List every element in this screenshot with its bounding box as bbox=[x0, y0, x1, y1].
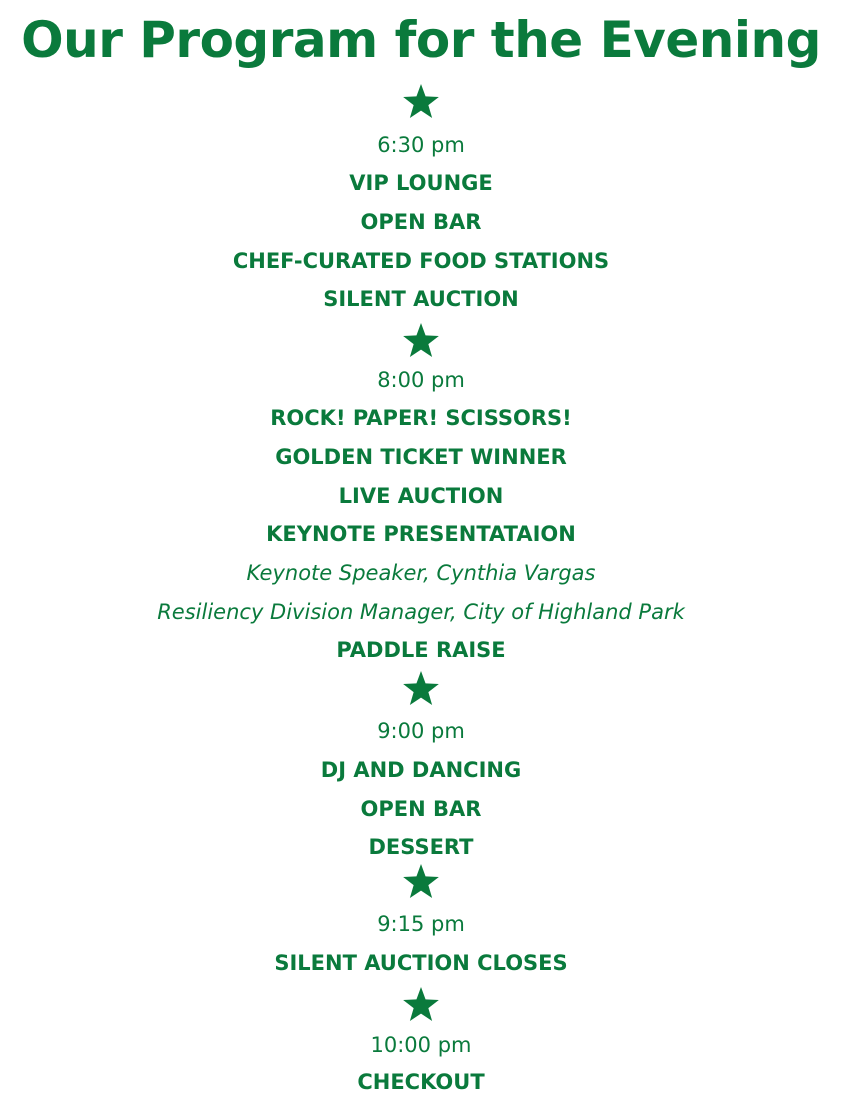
time-label: 8:00 pm bbox=[377, 368, 465, 392]
star-icon bbox=[0, 323, 842, 359]
program-item: GOLDEN TICKET WINNER bbox=[275, 445, 567, 469]
program-item: SILENT AUCTION CLOSES bbox=[274, 951, 568, 975]
star-icon bbox=[0, 84, 842, 120]
time-label: 9:00 pm bbox=[377, 719, 465, 743]
program-item: VIP LOUNGE bbox=[349, 171, 493, 195]
page-title: Our Program for the Evening bbox=[21, 11, 821, 69]
star-icon bbox=[0, 864, 842, 900]
program-item: SILENT AUCTION bbox=[323, 287, 519, 311]
star-icon bbox=[0, 671, 842, 707]
program-item: CHECKOUT bbox=[357, 1070, 485, 1094]
program-item: DJ AND DANCING bbox=[320, 758, 522, 782]
speaker-note: Keynote Speaker, Cynthia Vargas bbox=[246, 561, 596, 585]
program-item: KEYNOTE PRESENTATAION bbox=[266, 522, 576, 546]
program-item: LIVE AUCTION bbox=[338, 484, 504, 508]
program-item: ROCK! PAPER! SCISSORS! bbox=[270, 406, 572, 430]
program-item: PADDLE RAISE bbox=[336, 638, 506, 662]
program-item: OPEN BAR bbox=[360, 210, 482, 234]
time-label: 6:30 pm bbox=[377, 133, 465, 157]
time-label: 9:15 pm bbox=[377, 912, 465, 936]
star-icon bbox=[0, 987, 842, 1023]
program-item: OPEN BAR bbox=[360, 797, 482, 821]
program-item: CHEF-CURATED FOOD STATIONS bbox=[232, 249, 610, 273]
program-item: DESSERT bbox=[368, 835, 474, 859]
time-label: 10:00 pm bbox=[370, 1033, 472, 1057]
speaker-note: Resiliency Division Manager, City of Highland Park bbox=[157, 600, 685, 624]
